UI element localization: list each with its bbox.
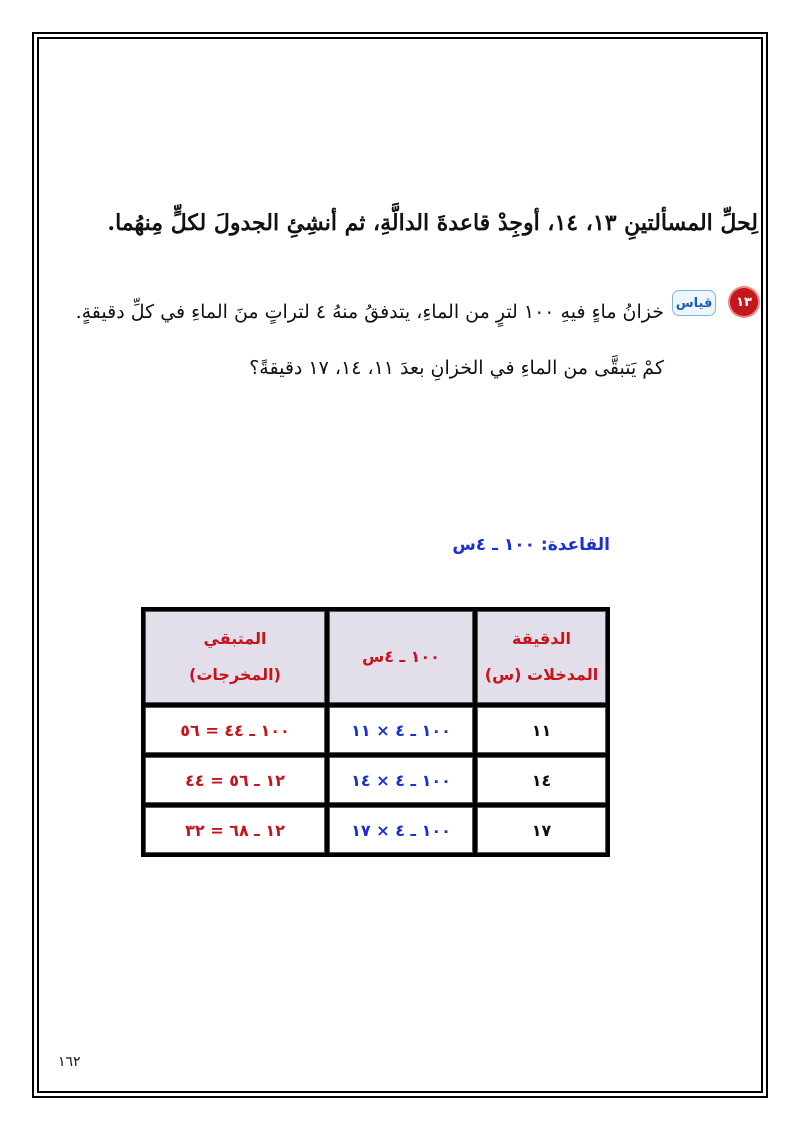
table-row [145, 707, 606, 753]
page-border-inner [37, 37, 763, 1093]
cell-expression: ١٠٠ ـ ٤ × ١١ [329, 707, 473, 753]
cell-expression: ١٠٠ ـ ٤ × ١٧ [329, 807, 473, 853]
page-number: ١٦٢ [58, 1054, 81, 1070]
function-rule: القاعدة: ١٠٠ ـ ٤س [452, 535, 610, 555]
cell-input: ١٧ [477, 807, 606, 853]
problem-text: خزانُ ماءٍ فيهِ ١٠٠ لترٍ من الماءِ، يتدفقُ منهُ ٤ لتراتٍ منَ الماءِ في كلِّ دقيقةٍ. كمْ يَتبقَّى من الماءِ في الخزانِ بعدَ ١١، ١٤، ١٧ دقيقةً؟ [75, 301, 664, 379]
header-rule-label: ١٠٠ ـ ٤س [362, 647, 440, 666]
header-output [145, 611, 325, 703]
problem-number-badge: ١٣ [730, 288, 758, 316]
problem-13 [52, 284, 758, 396]
instruction-text: لِحلِّ المسألتينِ ١٣، ١٤، أوجِدْ قاعدةَ الدالَّةِ، ثم أنشِئِ الجدولَ لكلٍّ مِنهُما. [107, 210, 758, 236]
cell-output: ١٠٠ ـ ٤٤ = ٥٦ [145, 707, 325, 753]
header-output-sublabel: (المخرجات) [189, 665, 281, 684]
header-input-label: الدقيقة [512, 629, 571, 648]
table-header-row [145, 611, 606, 703]
table-row [145, 807, 606, 853]
cell-output: ١٢ ـ ٦٨ = ٣٢ [145, 807, 325, 853]
cell-output: ١٢ ـ ٥٦ = ٤٤ [145, 757, 325, 803]
cell-input: ١١ [477, 707, 606, 753]
header-input [477, 611, 606, 703]
cell-input: ١٤ [477, 757, 606, 803]
table-row [145, 757, 606, 803]
cell-expression: ١٠٠ ـ ٤ × ١٤ [329, 757, 473, 803]
header-output-label: المتبقي [203, 629, 267, 648]
function-table [141, 607, 610, 857]
measurement-tag: قياس [672, 290, 716, 316]
header-rule [329, 611, 473, 703]
header-input-sublabel: المدخلات (س) [484, 665, 599, 684]
